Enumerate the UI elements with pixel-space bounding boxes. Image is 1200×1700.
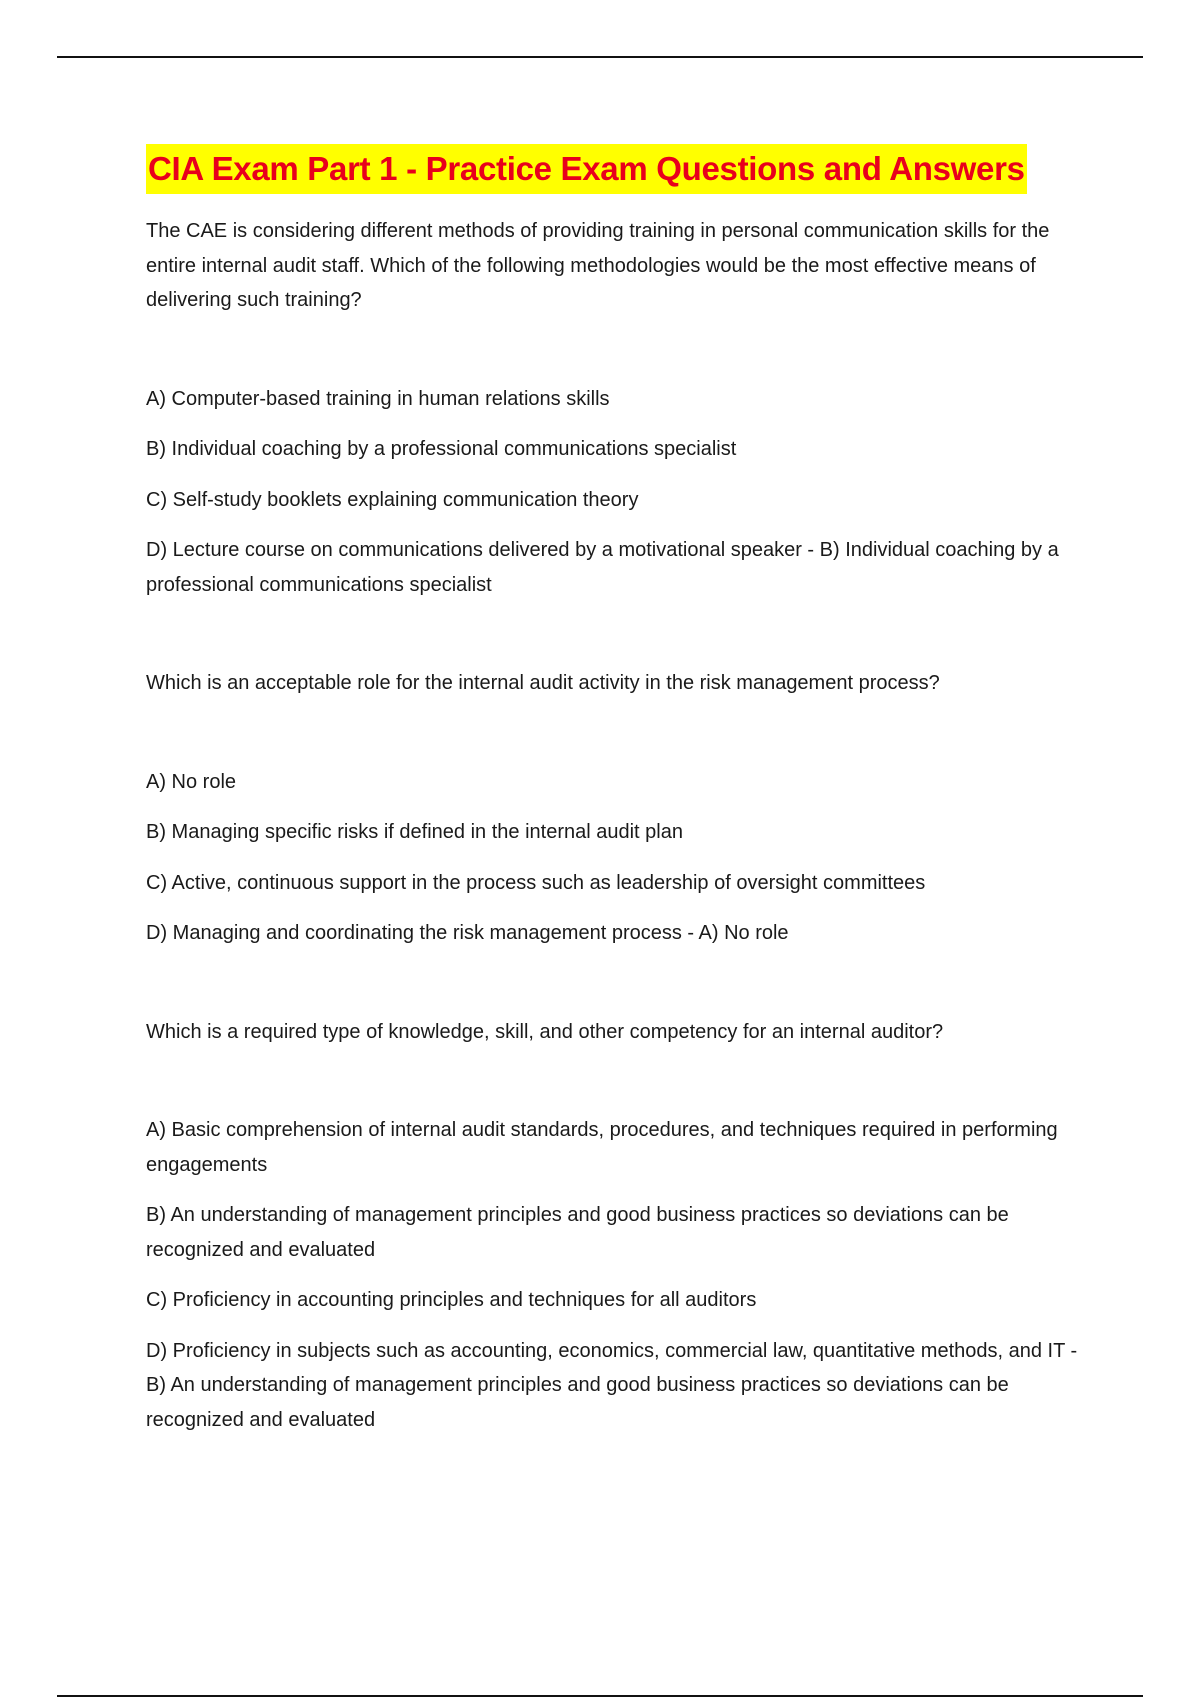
option-a: A) Basic comprehension of internal audit standards, procedures, and techniques required in performing engagements bbox=[146, 1119, 1058, 1176]
option-c: C) Active, continuous support in the process such as leadership of oversight committees bbox=[146, 871, 926, 894]
option-a: A) Computer-based training in human relations skills bbox=[146, 387, 610, 410]
document-page bbox=[146, 144, 1086, 1437]
option-list bbox=[146, 1113, 1086, 1437]
option-d-with-answer: D) Proficiency in subjects such as accounting, economics, commercial law, quantitative methods, and IT - B) An understanding of management principles and good business practices so deviations can be recognized and evaluated bbox=[146, 1339, 1078, 1431]
question-text: Which is an acceptable role for the internal audit activity in the risk management process? bbox=[146, 672, 940, 694]
document-title: CIA Exam Part 1 - Practice Exam Questions and Answers bbox=[146, 144, 1027, 194]
question-block-2 bbox=[146, 666, 1086, 951]
bottom-rule bbox=[57, 1695, 1143, 1697]
question-text: The CAE is considering different methods of providing training in personal communication skills for the entire internal audit staff. Which of the following methodologies would be the most effective means of delivering such training? bbox=[146, 220, 1050, 311]
option-b: B) Individual coaching by a professional communications specialist bbox=[146, 438, 737, 460]
option-a: A) No role bbox=[146, 770, 237, 793]
top-rule bbox=[57, 56, 1143, 58]
question-block-3 bbox=[146, 1015, 1086, 1438]
option-d-with-answer: D) Managing and coordinating the risk management process - A) No role bbox=[146, 922, 789, 944]
option-c: C) Self-study booklets explaining communication theory bbox=[146, 488, 639, 511]
option-list bbox=[146, 382, 1086, 603]
option-b: B) An understanding of management principles and good business practices so deviations can be recognized and evaluated bbox=[146, 1204, 1009, 1261]
option-b: B) Managing specific risks if defined in the internal audit plan bbox=[146, 821, 683, 843]
question-block-1 bbox=[146, 214, 1086, 602]
option-c: C) Proficiency in accounting principles and techniques for all auditors bbox=[146, 1289, 757, 1311]
question-text: Which is a required type of knowledge, skill, and other competency for an internal auditor? bbox=[146, 1020, 944, 1043]
option-d-with-answer: D) Lecture course on communications delivered by a motivational speaker - B) Individual coaching by a professional communications specialist bbox=[146, 539, 1059, 596]
option-list bbox=[146, 765, 1086, 951]
